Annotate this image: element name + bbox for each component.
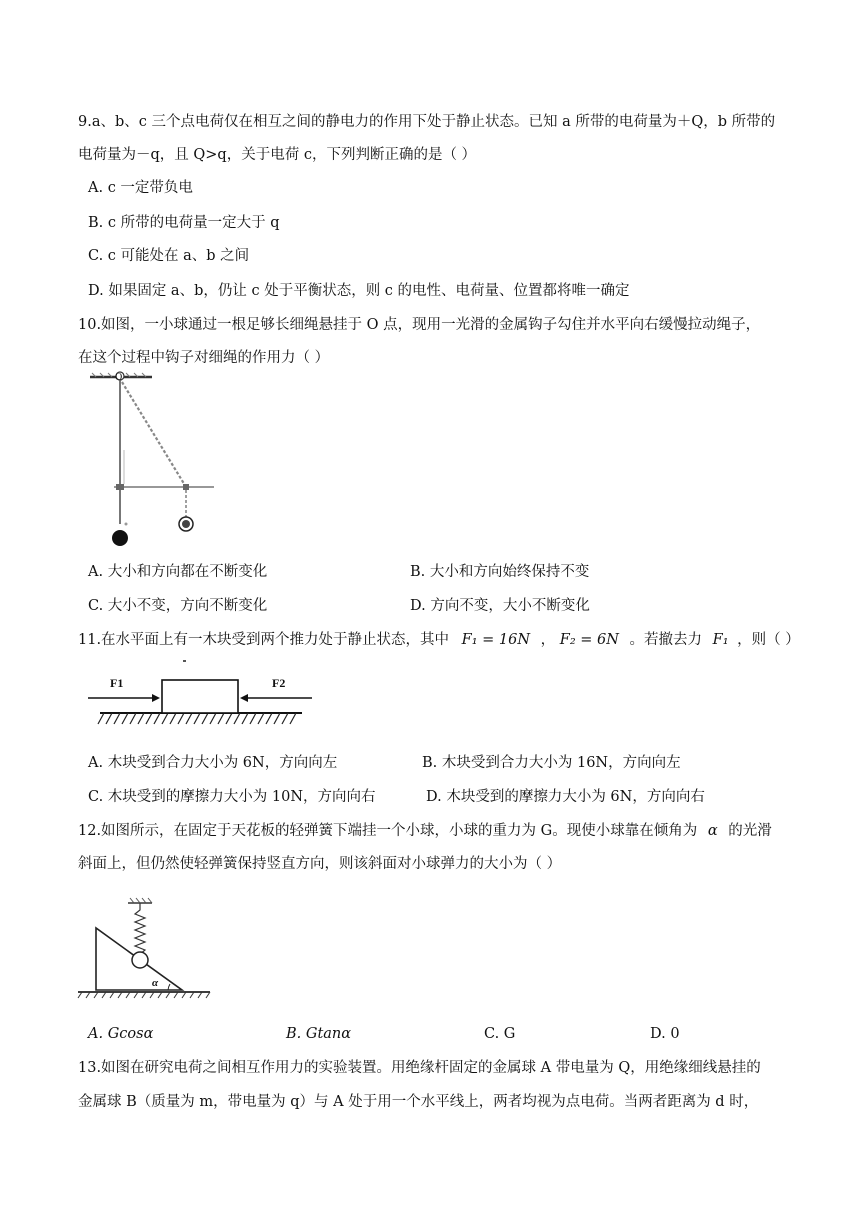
q11-f1-value: F₁ = 16N: [461, 632, 531, 648]
q10-option-a: A. 大小和方向都在不断变化: [88, 564, 268, 580]
q12-option-d: D. 0: [650, 1026, 680, 1042]
q11-option-b: B. 木块受到合力大小为 16N，方向向左: [422, 755, 681, 771]
q11-stem: [78, 630, 800, 650]
q11-figure-f1-label: F1: [110, 676, 124, 690]
q10-figure-label-o: O: [115, 372, 123, 383]
q12-option-b: B. Gtanα: [286, 1026, 352, 1042]
q12-stem-line2: 斜面上，但仍然使轻弹簧保持竖直方向，则该斜面对小球弹力的大小为（ ）: [78, 856, 562, 872]
q9-option-a: A. c 一定带负电: [88, 180, 193, 196]
q11-stem-prefix: 11.在水平面上有一木块受到两个推力处于静止状态，其中: [78, 632, 450, 648]
q12-incline-figure: [76, 898, 216, 1008]
q11-figure-f2-label: F2: [272, 676, 286, 690]
q13-stem-line2: 金属球 B（质量为 m，带电量为 q）与 A 处于用一个水平线上，两者均视为点电荷。当两者距离为 d 时，: [78, 1094, 759, 1110]
q9-stem-line1: 9.a、b、c 三个点电荷仅在相互之间的静电力的作用下处于静止状态。已知 a 所带的电荷量为＋Q，b 所带的: [78, 114, 776, 130]
q11-f1-symbol: F₁: [712, 632, 729, 648]
q12-alpha: α: [707, 823, 718, 839]
q12-option-c: C. G: [484, 1026, 516, 1042]
q10-stem-line2: 在这个过程中钩子对细绳的作用力（ ）: [78, 350, 330, 366]
q11-option-c: C. 木块受到的摩擦力大小为 10N，方向向右: [88, 789, 376, 805]
q11-block-figure: [84, 658, 314, 738]
q9-option-d: D. 如果固定 a、b，仍让 c 处于平衡状态，则 c 的电性、电荷量、位置都将唯一确定: [88, 283, 630, 299]
q12-figure-alpha-label: α: [152, 977, 159, 989]
q12-stem-line1b: 的光滑: [728, 823, 772, 839]
q13-stem-line1: 13.如图在研究电荷之间相互作用力的实验装置。用绝缘杆固定的金属球 A 带电量为 Q，用绝缘细线悬挂的: [78, 1060, 761, 1076]
q10-option-b: B. 大小和方向始终保持不变: [410, 564, 590, 580]
q9-option-c: C. c 可能处在 a、b 之间: [88, 248, 250, 264]
q12-option-a: A. Gcosα: [88, 1026, 154, 1042]
q12-stem-line1: [78, 821, 772, 841]
q11-stem-suffix: ，则（ ）: [737, 632, 800, 648]
q9-stem-line2: 电荷量为－q，且 Q>q，关于电荷 c，下列判断正确的是（ ）: [78, 147, 477, 163]
q10-option-c: C. 大小不变，方向不断变化: [88, 598, 268, 614]
q11-option-a: A. 木块受到合力大小为 6N，方向向左: [88, 755, 338, 771]
q11-option-d: D. 木块受到的摩擦力大小为 6N，方向向右: [426, 789, 705, 805]
q11-stem-mid: 。若撤去力: [629, 632, 703, 648]
q10-pendulum-figure: [86, 372, 226, 542]
q10-stem-line1: 10.如图，一小球通过一根足够长细绳悬挂于 O 点，现用一光滑的金属钩子勾住并水平向右缓慢拉动绳子，: [78, 317, 761, 333]
q11-f2-value: F₂ = 6N: [559, 632, 619, 648]
q10-option-d: D. 方向不变，大小不断变化: [410, 598, 590, 614]
q12-stem-line1a: 12.如图所示，在固定于天花板的轻弹簧下端挂一个小球，小球的重力为 G。现使小球靠在倾角为: [78, 823, 698, 839]
q9-option-b: B. c 所带的电荷量一定大于 q: [88, 215, 280, 231]
q11-comma: ，: [540, 632, 556, 648]
